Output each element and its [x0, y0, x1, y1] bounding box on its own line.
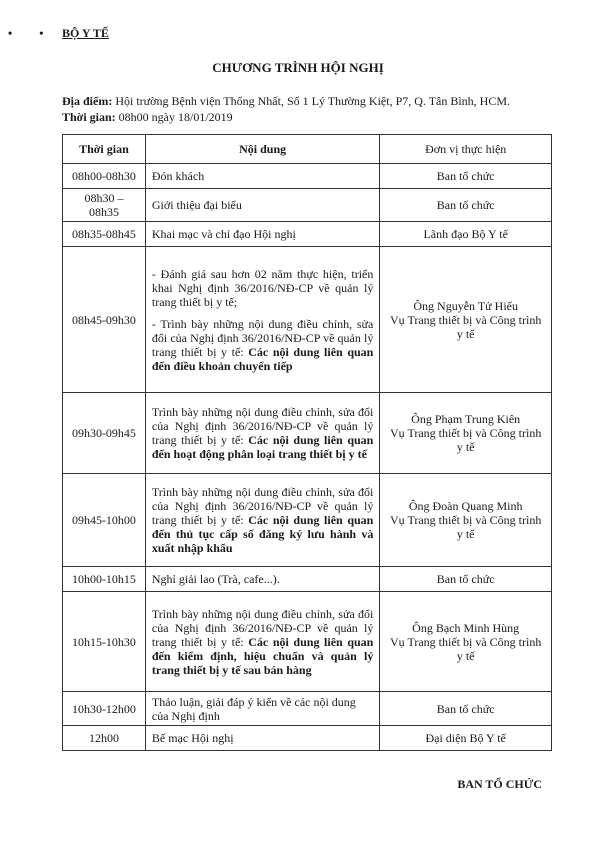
row-content: Bế mạc Hội nghị	[145, 726, 379, 751]
content-paragraph-2	[152, 317, 373, 373]
time-label: Thời gian:	[62, 110, 116, 124]
location-label: Địa điểm:	[62, 94, 113, 108]
row-unit	[380, 592, 552, 692]
time-line	[62, 109, 510, 125]
row-content: Thảo luận, giải đáp ý kiến về các nội dung của Nghị định	[145, 692, 379, 726]
table-row	[63, 247, 552, 393]
agenda-table	[62, 134, 552, 751]
table-row	[63, 222, 552, 247]
row-unit	[380, 393, 552, 474]
table-row	[63, 567, 552, 592]
presenter-department: Vụ Trang thiết bị và Công trình y tế	[390, 513, 542, 541]
document-title: CHƯƠNG TRÌNH HỘI NGHỊ	[212, 60, 384, 75]
row-content: Nghỉ giải lao (Trà, cafe...).	[145, 567, 379, 592]
header-time: Thời gian	[63, 135, 146, 164]
row-unit: Ban tổ chức	[380, 189, 552, 222]
table-row	[63, 189, 552, 222]
presenter-department: Vụ Trang thiết bị và Công trình y tế	[390, 634, 542, 663]
row-time: 08h30 – 08h35	[63, 189, 146, 222]
row-content	[145, 592, 379, 692]
location-value: Hội trường Bệnh viện Thống Nhất, Số 1 Lý Thường Kiệt, P7, Q. Tân Bình, HCM.	[115, 94, 511, 108]
presenter-department: Vụ Trang thiết bị và Công trình y tế	[390, 312, 542, 341]
row-unit: Ban tổ chức	[380, 164, 552, 189]
content-bold: Các nội dung liên quan đến thủ tục cấp số đăng ký lưu hành và xuất nhập khẩu	[151, 513, 374, 555]
row-time: 10h00-10h15	[63, 567, 146, 592]
content-bold: Các nội dung liên quan đến kiểm định, hiệu chuẩn và quản lý trang thiết bị y tế sau bán hàng	[151, 634, 374, 677]
table-row	[63, 592, 552, 692]
content-bold: Các nội dung liên quan đến điều khoản chuyển tiếp	[151, 344, 374, 373]
table-row	[63, 726, 552, 751]
header-dots: • •	[8, 26, 56, 40]
row-content	[145, 247, 379, 393]
content-plain: Trình bày những nội dung điều chỉnh, sửa đổi của Nghị định 36/2016/NĐ-CP về quản lý trang thiết bị y tế:	[151, 405, 374, 447]
presenter-name: Ông Nguyễn Tử Hiếu	[413, 298, 518, 313]
row-content: Giới thiệu đại biểu	[145, 189, 379, 222]
table-row	[63, 393, 552, 474]
row-time: 09h30-09h45	[63, 393, 146, 474]
content-plain: Trình bày những nội dung điều chỉnh, sửa đổi của Nghị định 36/2016/NĐ-CP về quản lý trang thiết bị y tế:	[151, 485, 374, 527]
presenter-name: Ông Đoàn Quang Minh	[408, 499, 523, 513]
row-time: 12h00	[63, 726, 146, 751]
row-unit	[380, 247, 552, 393]
row-time: 08h00-08h30	[63, 164, 146, 189]
row-time: 09h45-10h00	[63, 474, 146, 567]
row-content	[145, 474, 379, 567]
row-content: Đón khách	[145, 164, 379, 189]
presenter-department: Vụ Trang thiết bị và Công trình y tế	[390, 426, 542, 454]
row-content	[145, 393, 379, 474]
content-paragraph-1: - Đánh giá sau hơn 02 năm thực hiện, triển khai Nghị định 36/2016/NĐ-CP về quản lý trang thiết bị y tế;	[151, 266, 374, 309]
table-row	[63, 692, 552, 726]
row-time: 10h15-10h30	[63, 592, 146, 692]
header-unit: Đơn vị thực hiện	[380, 135, 552, 164]
row-unit	[380, 474, 552, 567]
content-plain: - Trình bày những nội dung điều chỉnh, sửa đổi của Nghị định 36/2016/NĐ-CP về quản lý trang thiết bị y tế:	[151, 316, 374, 359]
row-unit: Lãnh đạo Bộ Y tế	[380, 222, 552, 247]
table-row	[63, 164, 552, 189]
row-unit: Ban tổ chức	[380, 567, 552, 592]
row-content: Khai mạc và chỉ đạo Hội nghị	[145, 222, 379, 247]
presenter-name: Ông Phạm Trung Kiên	[411, 412, 521, 426]
table-row	[63, 474, 552, 567]
row-time: 08h35-08h45	[63, 222, 146, 247]
ministry-name: BỘ Y TẾ	[62, 26, 109, 40]
row-time: 08h45-09h30	[63, 247, 146, 393]
content-plain: Trình bày những nội dung điều chỉnh, sửa đổi của Nghị định 36/2016/NĐ-CP về quản lý trang thiết bị y tế:	[151, 606, 374, 649]
row-unit: Ban tổ chức	[380, 692, 552, 726]
presenter-name: Ông Bạch Minh Hùng	[412, 620, 520, 635]
content-bold: Các nội dung liên quan đến hoạt động phân loại trang thiết bị y tế	[151, 433, 374, 461]
row-unit: Đại diện Bộ Y tế	[380, 726, 552, 751]
row-time: 10h30-12h00	[63, 692, 146, 726]
meeting-meta	[62, 93, 510, 125]
signature: BAN TỔ CHỨC	[457, 777, 542, 791]
time-value: 08h00 ngày 18/01/2019	[118, 110, 233, 124]
header-content: Nội dung	[145, 135, 379, 164]
location-line	[62, 93, 510, 109]
table-header-row	[63, 135, 552, 164]
